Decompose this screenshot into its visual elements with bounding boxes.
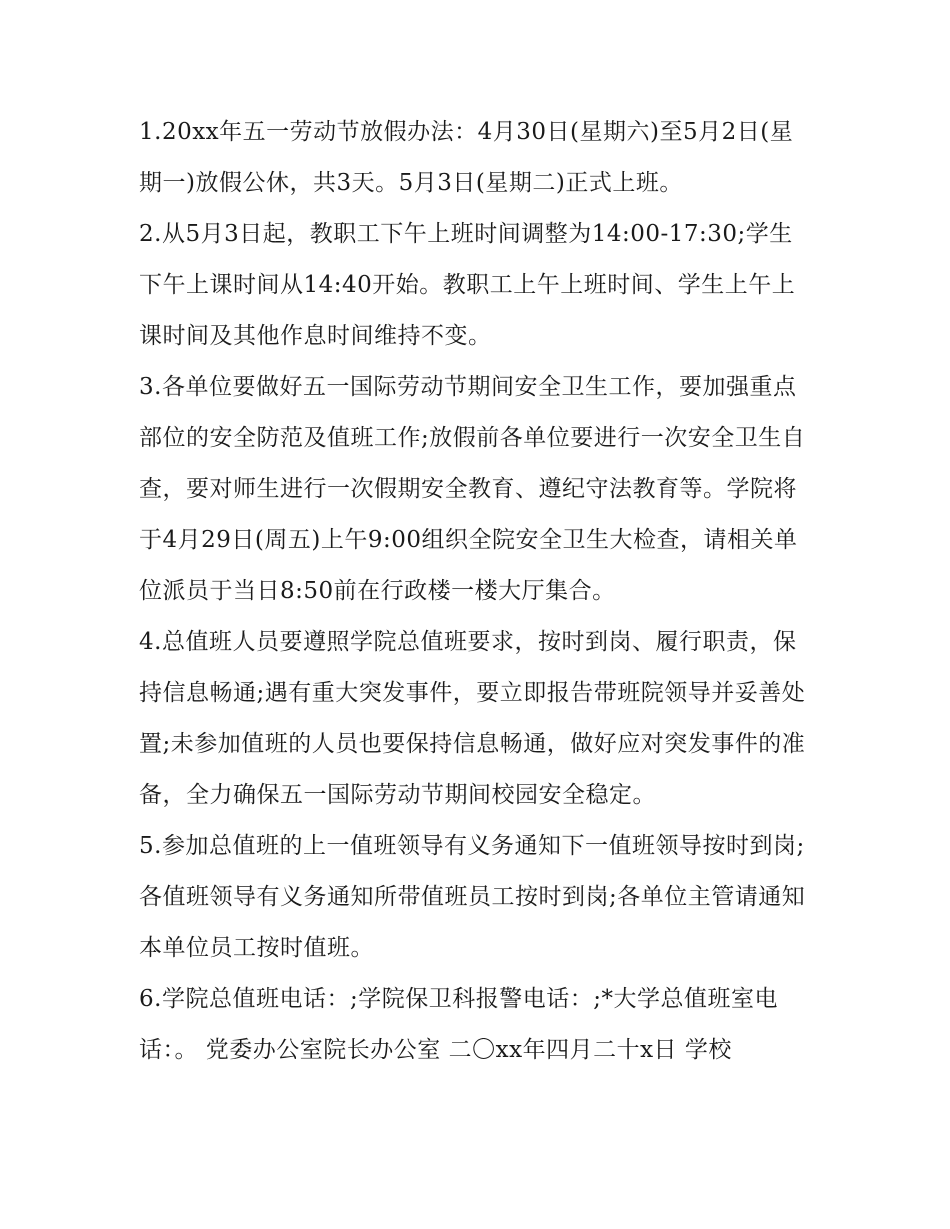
- paragraph-1-holiday-schedule: 1.20xx年五一劳动节放假办法：4月30日(星期六)至5月2日(星期一)放假公休，共3天。5月3日(星期二)正式上班。: [139, 119, 794, 196]
- paragraph-5-duty-notification: 5.参加总值班的上一值班领导有义务通知下一值班领导按时到岗;各值班领导有义务通知所带值班员工按时到岗;各单位主管请通知本单位员工按时值班。: [139, 833, 806, 961]
- document-body: [139, 107, 814, 1076]
- paragraph-6-contacts-and-signature: 6.学院总值班电话：;学院保卫科报警电话：;*大学总值班室电话：。 党委办公室院长办公室 二〇xx年四月二十x日 学校: [139, 986, 778, 1063]
- paragraph-4-duty-requirements: 4.总值班人员要遵照学院总值班要求，按时到岗、履行职责，保持信息畅通;遇有重大突发事件，要立即报告带班院领导并妥善处置;未参加值班的人员也要保持信息畅通，做好应对突发事件的准备，全力确保五一国际劳动节期间校园安全稳定。: [139, 629, 806, 808]
- paragraph-2-working-hours: 2.从5月3日起，教职工下午上班时间调整为14:00-17:30;学生下午上课时间从14:40开始。教职工上午上班时间、学生上午上课时间及其他作息时间维持不变。: [139, 221, 796, 349]
- paragraph-3-safety-inspection: 3.各单位要做好五一国际劳动节期间安全卫生工作，要加强重点部位的安全防范及值班工作;放假前各单位要进行一次安全卫生自查，要对师生进行一次假期安全教育、遵纪守法教育等。学院将于4月29日(周五)上午9:00组织全院安全卫生大检查，请相关单位派员于当日8:50前在行政楼一楼大厅集合。: [139, 374, 806, 604]
